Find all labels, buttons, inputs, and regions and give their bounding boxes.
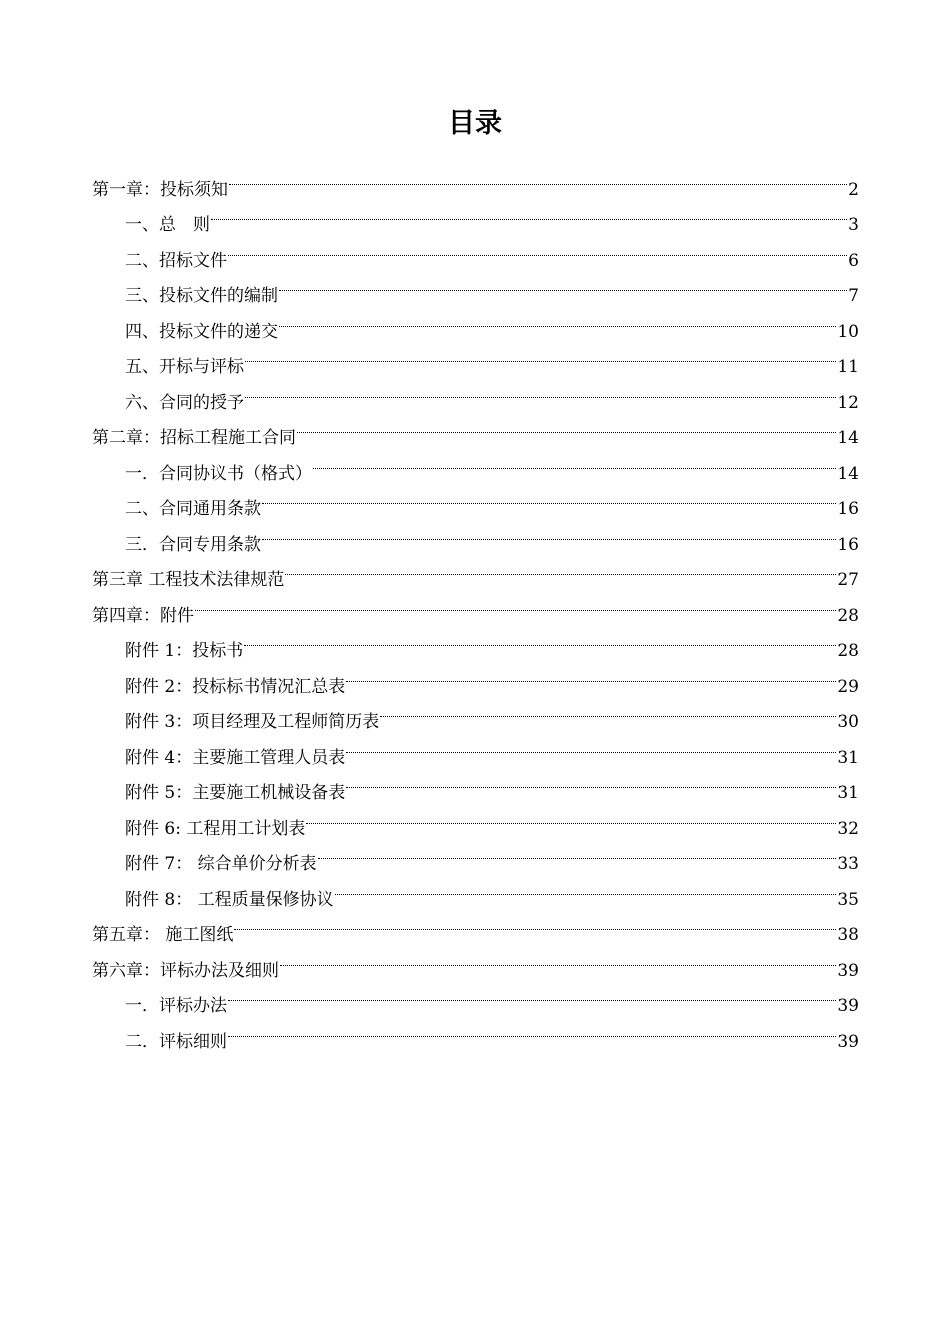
toc-entry-text: 一．合同协议书（格式） xyxy=(125,463,312,484)
toc-entry-text: 附件 5：主要施工机械设备表 xyxy=(125,783,346,803)
toc-entry-text: 四、投标文件的递交 xyxy=(125,321,278,342)
toc-dot-leader xyxy=(210,195,848,231)
toc-entry-text: 第五章： 施工图纸 xyxy=(92,925,234,945)
toc-entry-text: 二、招标文件 xyxy=(125,250,227,271)
toc-page-number: 29 xyxy=(837,676,859,697)
toc-page-number: 14 xyxy=(837,463,859,484)
toc-dot-leader xyxy=(194,585,837,621)
toc-page-number: 14 xyxy=(837,428,859,448)
toc-entry[interactable] xyxy=(92,621,859,661)
toc-entry-text: 一、总 则 xyxy=(125,215,210,235)
toc-dot-leader xyxy=(334,869,838,905)
toc-entry-text: 附件 6: 工程用工计划表 xyxy=(125,818,306,839)
toc-entry-text: 附件 7： 综合单价分析表 xyxy=(125,854,317,874)
toc-entry-text: 附件 2：投标标书情况汇总表 xyxy=(125,676,346,697)
toc-entry-text: 三．合同专用条款 xyxy=(125,534,261,555)
toc-entry[interactable] xyxy=(92,585,859,626)
toc-entry-text: 第二章：招标工程施工合同 xyxy=(92,428,296,448)
toc-dot-leader xyxy=(317,834,838,870)
toc-dot-leader xyxy=(296,408,837,444)
toc-page-number: 39 xyxy=(837,996,859,1016)
toc-page-number: 6 xyxy=(848,250,859,271)
toc-entry-text: 一．评标办法 xyxy=(125,996,227,1016)
toc-page-number: 16 xyxy=(837,534,859,555)
toc-page-number: 39 xyxy=(837,1031,859,1052)
toc-dot-leader xyxy=(261,514,837,550)
toc-entry-text: 六、合同的授予 xyxy=(125,392,244,413)
toc-page-number: 28 xyxy=(837,641,859,661)
toc-entry-text: 第四章：附件 xyxy=(92,605,194,626)
toc-page-number: 32 xyxy=(837,818,859,839)
toc-entry-text: 附件 8： 工程质量保修协议 xyxy=(125,889,334,910)
toc-entry[interactable] xyxy=(92,159,859,200)
toc-dot-leader xyxy=(227,230,848,266)
toc-dot-leader xyxy=(379,692,837,728)
toc-page-number: 27 xyxy=(837,570,859,590)
toc-dot-leader xyxy=(244,337,837,373)
toc-entry-text: 附件 4：主要施工管理人员表 xyxy=(125,747,346,768)
toc-page-number: 39 xyxy=(837,960,859,981)
toc-dot-leader xyxy=(243,621,837,657)
toc-page-number: 28 xyxy=(837,605,859,626)
toc-dot-leader xyxy=(345,656,837,692)
toc-entry-text: 五、开标与评标 xyxy=(125,357,244,377)
toc-dot-leader xyxy=(244,372,837,408)
toc-page-number: 33 xyxy=(837,854,859,874)
table-of-contents xyxy=(92,159,859,1052)
toc-page-number: 16 xyxy=(837,499,859,519)
toc-dot-leader xyxy=(284,550,837,586)
toc-entry-text: 附件 1：投标书 xyxy=(125,641,244,661)
toc-page-number: 12 xyxy=(837,392,859,413)
toc-dot-leader xyxy=(233,905,837,941)
toc-dot-leader xyxy=(227,1011,837,1047)
toc-dot-leader xyxy=(261,479,837,515)
page-title: 目录 xyxy=(448,108,502,139)
toc-page-number: 10 xyxy=(837,321,859,342)
toc-page-number: 35 xyxy=(837,889,859,910)
toc-entry-text: 第三章 工程技术法律规范 xyxy=(92,570,285,590)
toc-entry-text: 三、投标文件的编制 xyxy=(125,286,278,306)
toc-dot-leader xyxy=(279,940,837,976)
toc-dot-leader xyxy=(228,159,848,195)
toc-entry-text: 二．评标细则 xyxy=(125,1031,227,1052)
toc-entry-text: 附件 3：项目经理及工程师简历表 xyxy=(125,712,380,732)
toc-dot-leader xyxy=(305,798,837,834)
toc-page-number: 38 xyxy=(837,925,859,945)
toc-entry-text: 二、合同通用条款 xyxy=(125,499,261,519)
toc-dot-leader xyxy=(345,727,837,763)
toc-dot-leader xyxy=(312,443,837,479)
toc-page-number: 11 xyxy=(837,357,859,377)
toc-entry-text: 第六章：评标办法及细则 xyxy=(92,960,279,981)
toc-page-number: 31 xyxy=(837,747,859,768)
toc-dot-leader xyxy=(278,301,837,337)
toc-page-number: 30 xyxy=(837,712,859,732)
toc-entry-text: 第一章：投标须知 xyxy=(92,179,228,200)
toc-dot-leader xyxy=(345,763,837,799)
toc-page-number: 2 xyxy=(848,179,859,200)
toc-page-number: 31 xyxy=(837,783,859,803)
toc-page-number: 3 xyxy=(848,215,859,235)
toc-dot-leader xyxy=(278,266,848,302)
toc-page-number: 7 xyxy=(848,286,859,306)
toc-dot-leader xyxy=(227,976,837,1012)
